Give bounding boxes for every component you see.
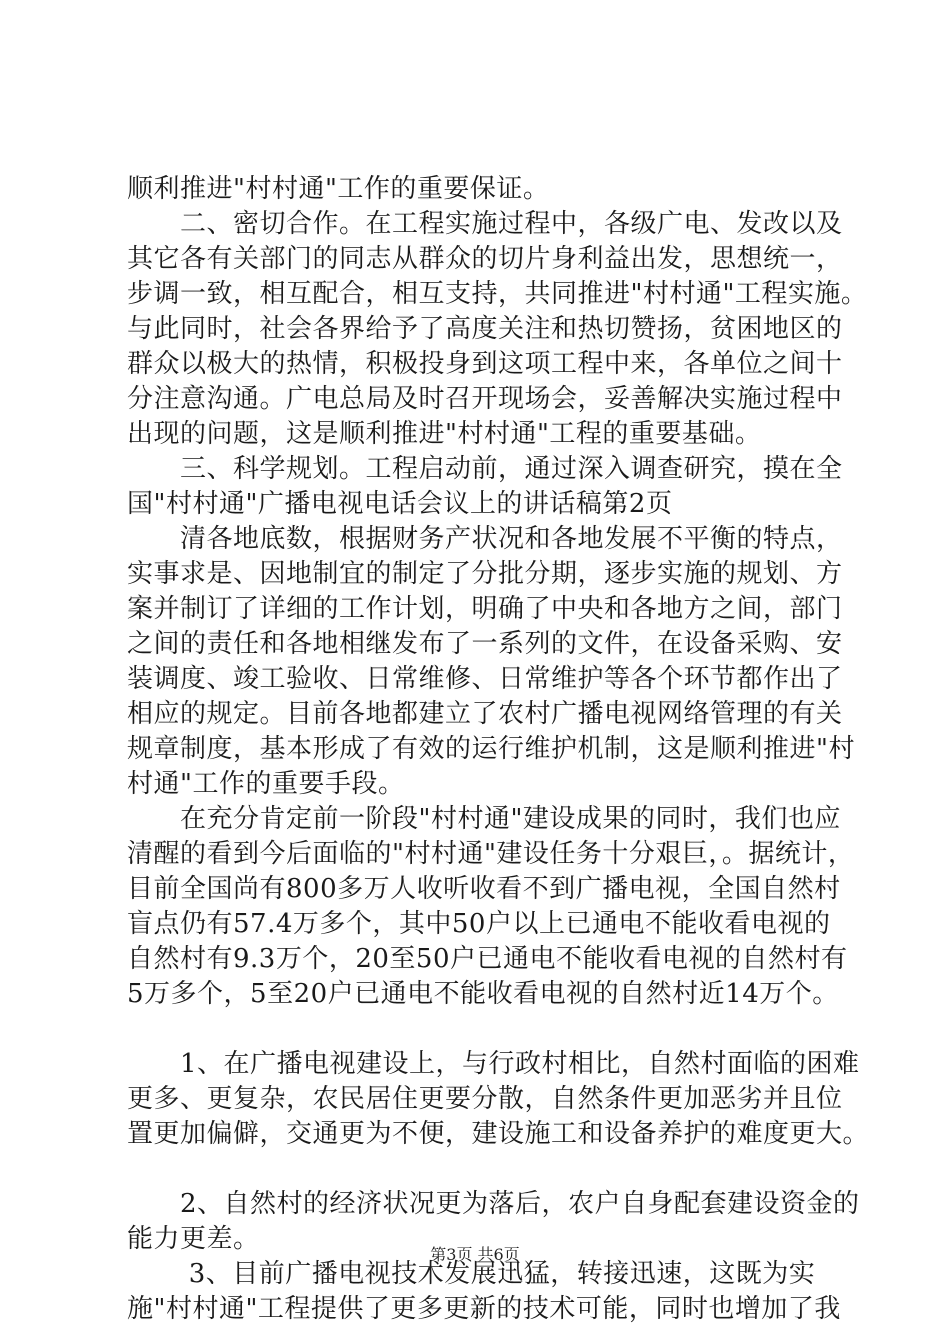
text-line: 相应的规定。目前各地都建立了农村广播电视网络管理的有关 — [127, 699, 843, 729]
document-body — [127, 172, 870, 1327]
text-line: 清各地底数，根据财务产状况和各地发展不平衡的特点， — [127, 524, 843, 554]
text-line: 装调度、竣工验收、日常维修、日常维护等各个环节都作出了 — [127, 664, 843, 694]
text-line: 5万多个，5至20户已通电不能收看电视的自然村近14万个。 — [127, 979, 839, 1009]
text-line: 之间的责任和各地相继发布了一系列的文件，在设备采购、安 — [127, 629, 843, 659]
text-line: 目前全国尚有800多万人收听收看不到广播电视，全国自然村 — [127, 874, 841, 904]
text-line: 其它各有关部门的同志从群众的切片身利益出发，思想统一， — [127, 244, 843, 274]
text-line: 国"村村通"广播电视电话会议上的讲话稿第2页 — [127, 489, 673, 519]
text-line: 更多、更复杂，农民居住更要分散，自然条件更加恶劣并且位 — [127, 1084, 843, 1114]
text-line: 盲点仍有57.4万多个，其中50户以上已通电不能收看电视的 — [127, 909, 831, 939]
text-line: 案并制订了详细的工作计划，明确了中央和各地方之间，部门 — [127, 594, 843, 624]
text-line: 1、在广播电视建设上，与行政村相比，自然村面临的困难 — [127, 1049, 860, 1079]
text-line: 村通"工作的重要手段。 — [127, 769, 405, 799]
text-line: 2、自然村的经济状况更为落后，农户自身配套建设资金的 — [127, 1189, 860, 1219]
text-line: 3、目前广播电视技术发展迅猛，转接迅速，这既为实 — [127, 1259, 816, 1289]
text-line: 规章制度，基本形成了有效的运行维护机制，这是顺利推进"村 — [127, 734, 855, 764]
text-line: 顺利推进"村村通"工作的重要保证。 — [127, 174, 550, 204]
text-line — [127, 1152, 857, 1187]
text-line: 群众以极大的热情，积极投身到这项工程中来，各单位之间十 — [127, 349, 843, 379]
text-line: 置更加偏僻，交通更为不便，建设施工和设备养护的难度更大。 — [127, 1119, 870, 1149]
page-footer: 第3页 共6页 — [430, 1245, 520, 1264]
text-line: 三、科学规划。工程启动前，通过深入调查研究，摸在全 — [127, 454, 843, 484]
text-line: 二、密切合作。在工程实施过程中，各级广电、发改以及 — [127, 209, 843, 239]
text-line: 清醒的看到今后面临的"村村通"建设任务十分艰巨，。据统计， — [127, 839, 855, 869]
text-line: 分注意沟通。广电总局及时召开现场会，妥善解决实施过程中 — [127, 384, 843, 414]
text-line: 自然村有9.3万个，20至50户已通电不能收看电视的自然村有 — [127, 944, 848, 974]
text-line: 能力更差。 — [127, 1224, 260, 1254]
text-line: 在充分肯定前一阶段"村村通"建设成果的同时，我们也应 — [127, 804, 841, 834]
text-line: 出现的问题，这是顺利推进"村村通"工程的重要基础。 — [127, 419, 762, 449]
text-line: 实事求是、因地制宜的制定了分批分期，逐步实施的规划、方 — [127, 559, 843, 589]
text-line: 与此同时，社会各界给予了高度关注和热切赞扬，贫困地区的 — [127, 314, 843, 344]
text-line: 施"村村通"工程提供了更多更新的技术可能，同时也增加了我 — [127, 1294, 841, 1324]
text-line — [127, 1012, 857, 1047]
text-line: 步调一致，相互配合，相互支持，共同推进"村村通"工程实施。 — [127, 279, 868, 309]
